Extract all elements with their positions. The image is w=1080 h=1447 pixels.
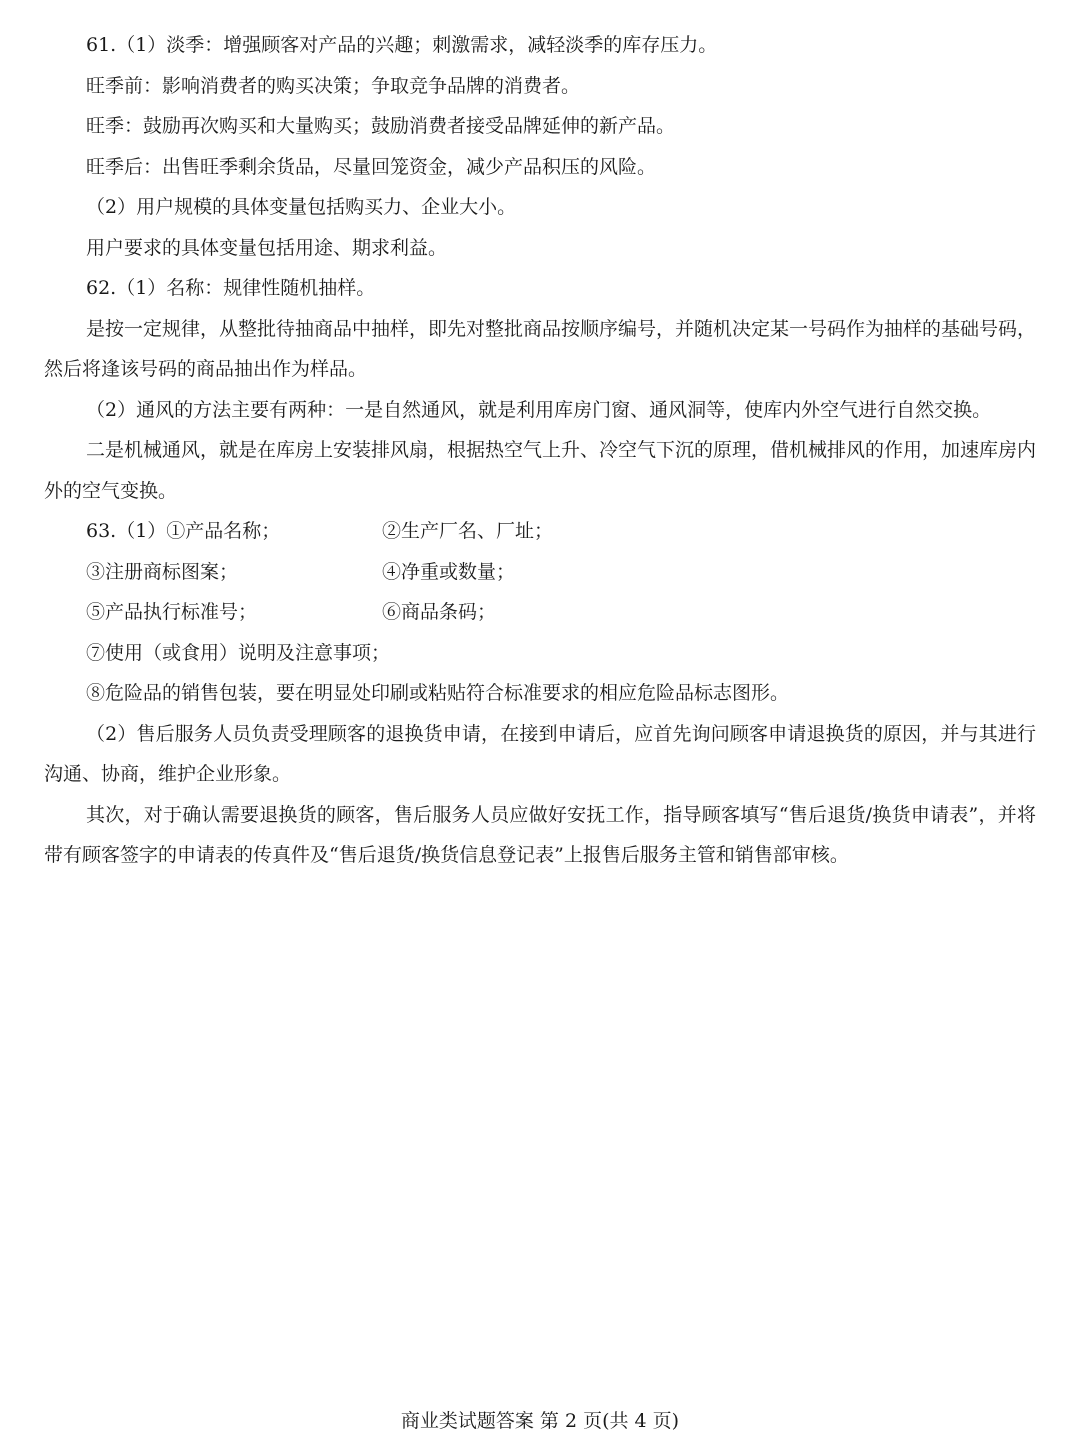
q62-paragraph-3: 二是机械通风，就是在库房上安装排风扇，根据热空气上升、冷空气下沉的原理，借机械排风的作用，加速库房内外的空气变换。 bbox=[44, 439, 1037, 502]
q61-line-3: 旺季：鼓励再次购买和大量购买；鼓励消费者接受品牌延伸的新产品。 bbox=[86, 115, 676, 137]
q63-item-7: ⑦使用（或食用）说明及注意事项； bbox=[86, 641, 391, 664]
answer-content bbox=[44, 25, 1036, 876]
q63-row-1 bbox=[44, 511, 1036, 552]
q61-line-1: 61.（1）淡季：增强顾客对产品的兴趣；刺激需求，减轻淡季的库存压力。 bbox=[86, 34, 718, 56]
q62-line-1: 62.（1）名称：规律性随机抽样。 bbox=[86, 277, 376, 299]
q63-item-2: ②生产厂名、厂址； bbox=[382, 520, 554, 542]
q63-item-1: 63.（1）①产品名称； bbox=[86, 520, 281, 542]
page-footer: 商业类试题答案 第 2 页(共 4 页) bbox=[400, 1410, 680, 1432]
q61-line-2: 旺季前：影响消费者的购买决策；争取竞争品牌的消费者。 bbox=[86, 74, 581, 97]
q63-item-3: ③注册商标图案； bbox=[86, 560, 239, 583]
q61-line-4: 旺季后：出售旺季剩余货品，尽量回笼资金，减少产品积压的风险。 bbox=[86, 155, 657, 178]
q63-row-2 bbox=[44, 552, 1036, 593]
q63-paragraph-1: （2）售后服务人员负责受理顾客的退换货申请，在接到申请后，应首先询问顾客申请退换货的原因，并与其进行沟通、协商，维护企业形象。 bbox=[44, 722, 1036, 785]
q63-paragraph-2: 其次，对于确认需要退换货的顾客，售后服务人员应做好安抚工作，指导顾客填写“售后退货/换货申请表”，并将带有顾客签字的申请表的传真件及“售后退货/换货信息登记表”上报售后服务主管和销售部审核。 bbox=[44, 803, 1036, 866]
q62-paragraph-2: （2）通风的方法主要有两种：一是自然通风，就是利用库房门窗、通风洞等，使库内外空气进行自然交换。 bbox=[86, 398, 992, 421]
q63-row-3 bbox=[44, 592, 1036, 633]
q61-line-5: （2）用户规模的具体变量包括购买力、企业大小。 bbox=[86, 196, 517, 218]
q63-item-8: ⑧危险品的销售包装，要在明显处印刷或粘贴符合标准要求的相应危险品标志图形。 bbox=[86, 682, 790, 704]
q63-item-6: ⑥商品条码； bbox=[382, 601, 497, 623]
q62-paragraph-1: 是按一定规律，从整批待抽商品中抽样，即先对整批商品按顺序编号，并随机决定某一号码作为抽样的基础号码，然后将逢该号码的商品抽出作为样品。 bbox=[44, 317, 1037, 380]
q63-item-5: ⑤产品执行标准号； bbox=[86, 601, 258, 623]
q61-line-6: 用户要求的具体变量包括用途、期求利益。 bbox=[86, 236, 448, 259]
q63-item-4: ④净重或数量； bbox=[382, 560, 516, 583]
